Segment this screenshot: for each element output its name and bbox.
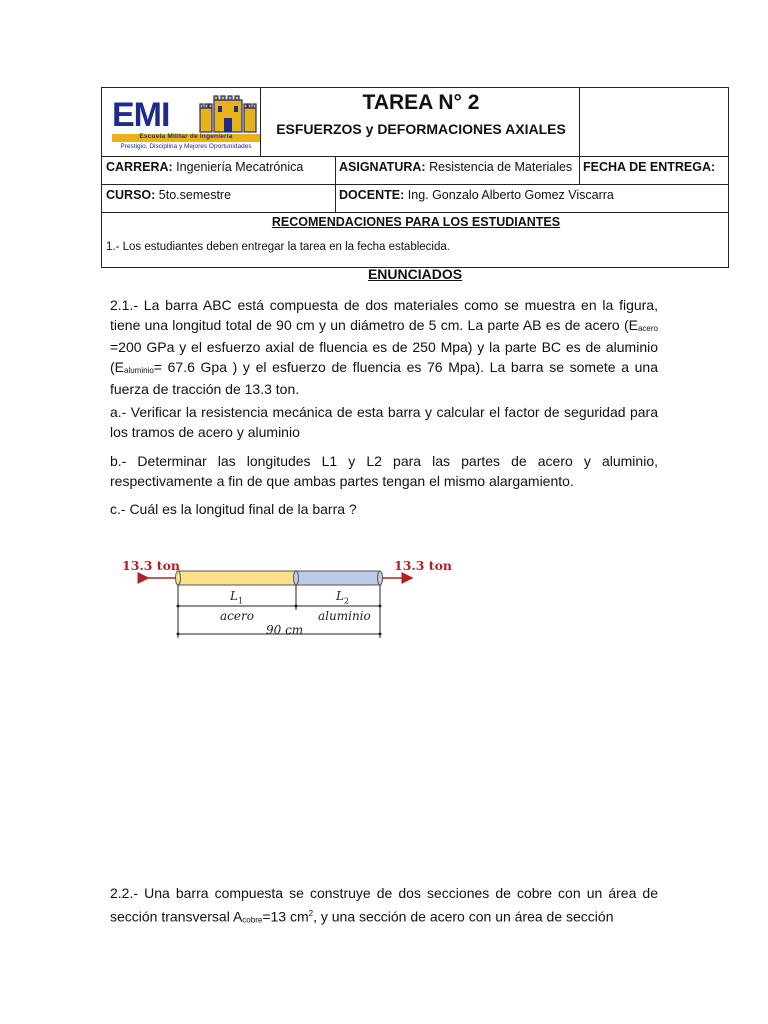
page-subtitle: ESFUERZOS y DEFORMACIONES AXIALES [276, 121, 566, 137]
asignatura-cell [339, 160, 572, 174]
docente-value: Ing. Gonzalo Alberto Gomez Viscarra [407, 188, 614, 202]
curso-label: CURSO: [106, 188, 156, 202]
fecha-cell [583, 160, 715, 174]
question-a: a.- Verificar la resistencia mecánica de esta barra y calcular el factor de seguridad para los tramos de acero y aluminio [110, 404, 658, 440]
problem-2-1 [110, 296, 658, 400]
force-label-left: 13.3 ton [122, 558, 180, 573]
p22-sup: 2 [308, 908, 314, 918]
docente-cell [339, 188, 614, 202]
page-title: TAREA N° 2 [362, 91, 480, 114]
asignatura-label: ASIGNATURA: [339, 160, 426, 174]
row-divider [102, 184, 728, 185]
logo-text: EMI [112, 96, 170, 134]
docente-label: DOCENTE: [339, 188, 405, 202]
carrera-label: CARRERA: [106, 160, 173, 174]
p21-sub-acero: acero [637, 323, 658, 333]
fecha-label: FECHA DE ENTREGA: [583, 160, 716, 174]
bar-acero [178, 571, 296, 585]
carrera-value: Ingeniería Mecatrónica [176, 160, 304, 174]
p22-text-c: , y una sección de acero con un área de sección [313, 908, 614, 925]
l2-label: $L_2$ [336, 589, 350, 606]
recomendacion-item: 1.- Los estudiantes deben entregar la tarea en la fecha establecida. [106, 241, 450, 253]
curso-value: 5to.semestre [158, 188, 232, 202]
carrera-cell [106, 160, 303, 174]
recomendaciones-title: RECOMENDACIONES PARA LOS ESTUDIANTES [271, 215, 561, 229]
header-table [101, 87, 729, 268]
p21-text-a: 2.1.- La barra ABC está compuesta de dos materiales como se muestra en la figura, tiene una longitud total de 90 cm y un diámetro de 5 cm. La parte AB es de acero (E [110, 297, 658, 333]
emi-logo [110, 94, 260, 152]
l1-label: $L_1$ [230, 589, 244, 606]
p22-text-b: =13 cm [262, 908, 309, 925]
bar-diagram [110, 548, 450, 648]
p21-sub-aluminio: aluminio [124, 365, 154, 375]
p21-text-c: = 67.6 Gpa ) y el esfuerzo de fluencia es 76 Mpa). La barra se somete a una fuerza de tracción de 13.3 ton. [110, 358, 658, 397]
p22-text-a: 2.2.- Una barra compuesta se construye de dos secciones de cobre con un área de sección transversal A [110, 885, 658, 925]
col-divider [579, 156, 580, 184]
section-title: ENUNCIADOS [367, 266, 463, 282]
col-divider [335, 156, 336, 212]
castle-icon [198, 94, 258, 134]
total-length-label: 90 cm [266, 623, 304, 637]
question-c: c.- Cuál es la longitud final de la barra ? [110, 501, 357, 517]
logo-motto: Prestigio, Disciplina y Mejores Oportunidades [120, 143, 252, 150]
acero-label: acero [220, 609, 254, 623]
row-divider [102, 212, 728, 213]
p22-sub-cobre: cobre [242, 915, 263, 925]
aluminio-label: aluminio [318, 609, 371, 623]
problem-2-2 [110, 884, 658, 930]
force-label-right: 13.3 ton [394, 558, 452, 573]
col-divider [260, 88, 261, 156]
row-divider [102, 156, 728, 157]
asignatura-value: Resistencia de Materiales [429, 160, 573, 174]
question-b: b.- Determinar las longitudes L1 y L2 para las partes de acero y aluminio, respectivamente a fin de que ambas partes tengan el mismo alargamiento. [110, 453, 658, 489]
logo-banner-text: Escuela Militar de Ingeniería [139, 133, 233, 140]
p21-text-b: =200 GPa y el esfuerzo axial de fluencia es de 250 Mpa) y la parte BC es de aluminio (E [110, 339, 658, 375]
bar-aluminio [296, 571, 380, 585]
curso-cell [106, 188, 231, 202]
